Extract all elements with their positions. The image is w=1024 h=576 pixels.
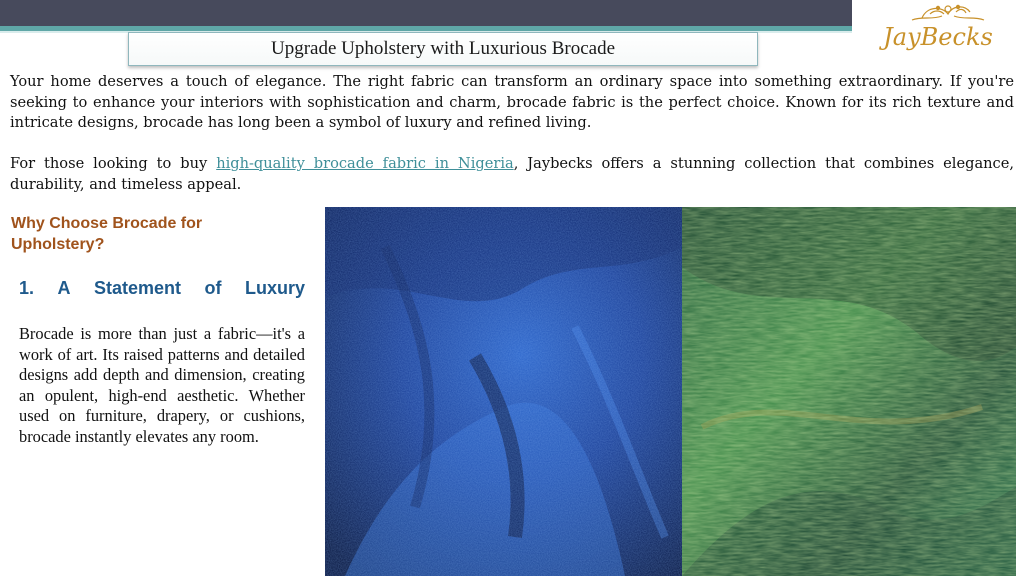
buy-text-after: , Jaybecks offers a stunning collection that combines elegance, durability, and timeless appeal. bbox=[10, 155, 1014, 193]
subheading-number: 1. bbox=[19, 278, 35, 298]
brocade-fabric-link[interactable]: high-quality brocade fabric in Nigeria bbox=[216, 155, 514, 172]
svg-text:JayBecks: JayBecks bbox=[883, 23, 993, 51]
buy-text-before: For those looking to buy bbox=[10, 155, 217, 172]
page-title-box bbox=[128, 32, 758, 66]
subheading-word: of bbox=[204, 278, 222, 298]
page-title: Upgrade Upholstery with Luxurious Brocade bbox=[270, 38, 616, 59]
buy-paragraph bbox=[10, 154, 1014, 195]
jaybecks-logo[interactable] bbox=[852, 0, 1024, 62]
subheading-word: Luxury bbox=[244, 278, 305, 298]
logo-icon bbox=[852, 0, 1024, 62]
blue-brocade-image bbox=[325, 207, 682, 576]
green-brocade-image bbox=[682, 207, 1016, 576]
subheading-word: A bbox=[57, 278, 71, 298]
intro-paragraph: Your home deserves a touch of elegance. The right fabric can transform an ordinary space into something extraordinary. If you're seeking to enhance your interiors with sophistication and charm, brocade fabric is the perfect choice. Known for its rich texture and intricate designs, brocade has long been a symbol of luxury and refined living. bbox=[10, 73, 1014, 131]
subheading-word: Statement bbox=[93, 278, 182, 298]
subheading-statement-of-luxury bbox=[19, 278, 305, 299]
section-heading: Why Choose Brocade for Upholstery? bbox=[11, 215, 203, 253]
luxury-paragraph: Brocade is more than just a fabric—it's a work of art. Its raised patterns and detailed designs add depth and dimension, creating an opulent, high-end aesthetic. Whether used on furniture, drapery, or cushions, brocade instantly elevates any room. bbox=[19, 324, 305, 446]
